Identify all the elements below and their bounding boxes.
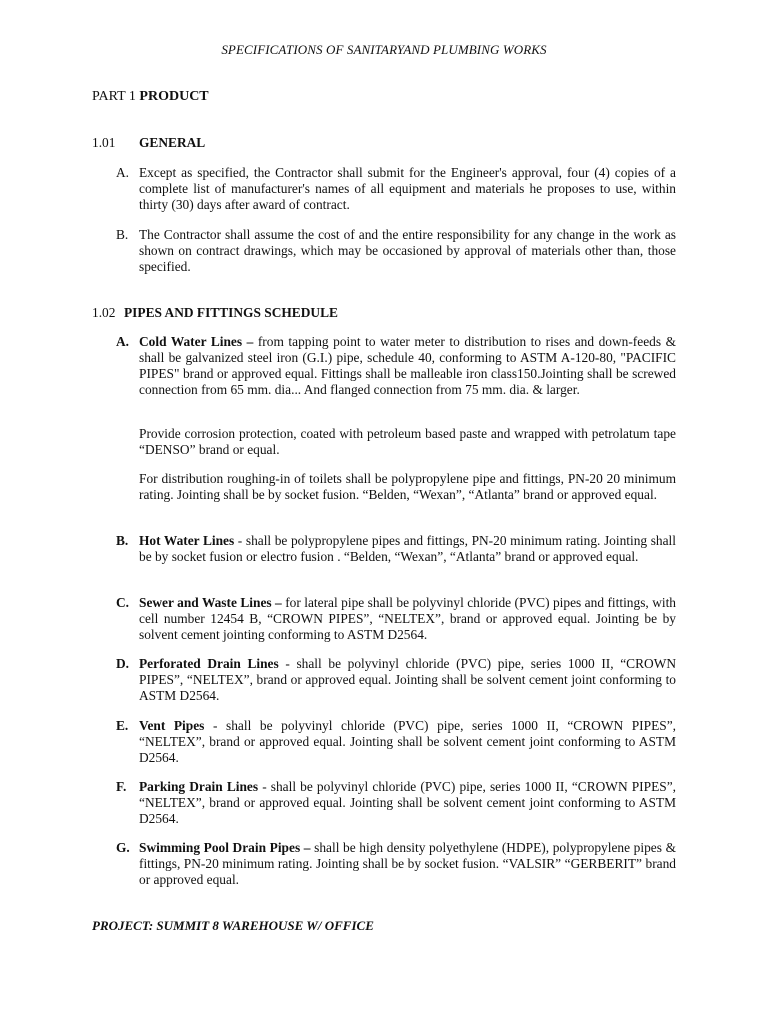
pipes-item-f xyxy=(116,779,676,827)
item-lead: Swimming Pool Drain Pipes – xyxy=(139,840,311,855)
pipes-item-e xyxy=(116,718,676,766)
item-text xyxy=(139,334,676,398)
item-mark: C. xyxy=(116,595,130,610)
part-prefix: PART 1 xyxy=(92,89,136,104)
pipes-item-b xyxy=(116,533,676,565)
item-text xyxy=(139,840,676,888)
pipes-item-a xyxy=(116,334,676,398)
item-mark: D. xyxy=(116,656,130,671)
item-lead: Perforated Drain Lines xyxy=(139,656,279,671)
item-mark: G. xyxy=(116,840,130,855)
item-mark: A. xyxy=(116,165,130,180)
item-body: - shall be polyvinyl chloride (PVC) pipe, series 1000 II, “CROWN PIPES”, “NELTEX”, brand or approved equal. Jointing shall be solvent cement joint conforming to ASTM D2564. xyxy=(139,718,677,765)
item-lead: Vent Pipes xyxy=(139,718,205,733)
item-body: - shall be polyvinyl chloride (PVC) pipe, series 1000 II, “CROWN PIPES”, “NELTEX”, brand or approved equal. Jointing shall be solvent cement joint conforming to ASTM D2564. xyxy=(139,779,676,826)
pipes-item-a-extra-1: Provide corrosion protection, coated with petroleum based paste and wrapped with petrolatum tape “DENSO” brand or equal. xyxy=(139,426,676,457)
page-title: SPECIFICATIONS OF SANITARYAND PLUMBING WORKS xyxy=(221,42,547,57)
item-text xyxy=(139,595,676,643)
item-body: - shall be polypropylene pipes and fittings, PN-20 minimum rating. Jointing shall be by socket fusion or electro fusion . “Belden, “Wexan”, “Atlanta” brand or approved equal. xyxy=(139,533,676,564)
section-number: 1.02 xyxy=(92,305,116,320)
item-text xyxy=(139,656,676,704)
item-mark: A. xyxy=(116,334,130,349)
part-name: PRODUCT xyxy=(139,89,209,104)
item-mark: B. xyxy=(116,227,129,242)
item-text: The Contractor shall assume the cost of and the entire responsibility for any change in the work as shown on contract drawings, which may be occasioned by approval of materials other than, those specified. xyxy=(139,227,676,274)
item-body: shall be high density polyethylene (HDPE), polypropylene pipes & fittings, PN-20 minimum rating. Jointing shall be by socket fusion. “VALSIR” “GERBERIT” brand or approved equal. xyxy=(139,840,676,887)
item-lead: Sewer and Waste Lines – xyxy=(139,595,282,610)
item-mark: F. xyxy=(116,779,127,794)
section-number: 1.01 xyxy=(92,135,116,150)
item-text: Except as specified, the Contractor shall submit for the Engineer's approval, four (4) copies of a complete list of manufacturer's names of all equipment and materials he proposes to use, within thirty (30) days after award of contract. xyxy=(139,165,676,212)
item-text xyxy=(139,533,676,565)
general-item-a xyxy=(116,165,676,213)
project-footer: PROJECT: SUMMIT 8 WAREHOUSE W/ OFFICE xyxy=(92,918,374,933)
item-body: from tapping point to water meter to distribution to rises and down-feeds & shall be galvanized steel iron (G.I.) pipe, schedule 40, conforming to ASTM A-120-80, "PACIFIC PIPES" brand or approved equal. Fittings shall be malleable iron class150.Jointing shall be screwed connection from 65 mm. dia... And flanged connection from 75 mm. dia. & larger. xyxy=(139,334,677,397)
item-lead: Cold Water Lines – xyxy=(139,334,254,349)
pipes-item-d xyxy=(116,656,676,704)
section-title: GENERAL xyxy=(139,135,206,150)
item-body: - shall be polyvinyl chloride (PVC) pipe, series 1000 II, “CROWN PIPES”, “NELTEX”, brand or approved equal. Jointing shall be solvent cement joint conforming to ASTM D2564. xyxy=(139,656,677,703)
item-body: for lateral pipe shall be polyvinyl chloride (PVC) pipes and fittings, with cell number 12454 B, “CROWN PIPES”, “NELTEX”, brand or approved equal. Jointing be by solvent cement jointing conforming to ASTM D2564. xyxy=(139,595,676,642)
section-heading-general xyxy=(92,135,205,151)
item-lead: Parking Drain Lines xyxy=(139,779,259,794)
item-text xyxy=(139,718,676,766)
pipes-item-g xyxy=(116,840,676,888)
item-mark: B. xyxy=(116,533,129,548)
section-heading-pipes xyxy=(92,305,338,321)
item-text xyxy=(139,779,676,827)
pipes-item-c xyxy=(116,595,676,643)
pipes-item-a-extra-2: For distribution roughing-in of toilets shall be polypropylene pipe and fittings, PN-20 20 minimum rating. Jointing shall be by socket fusion. “Belden, “Wexan”, “Atlanta” brand or approved equal. xyxy=(139,471,676,502)
item-mark: E. xyxy=(116,718,129,733)
general-item-b xyxy=(116,227,676,275)
section-title: PIPES AND FITTINGS SCHEDULE xyxy=(124,305,338,320)
part-heading xyxy=(92,89,209,105)
item-lead: Hot Water Lines xyxy=(139,533,235,548)
